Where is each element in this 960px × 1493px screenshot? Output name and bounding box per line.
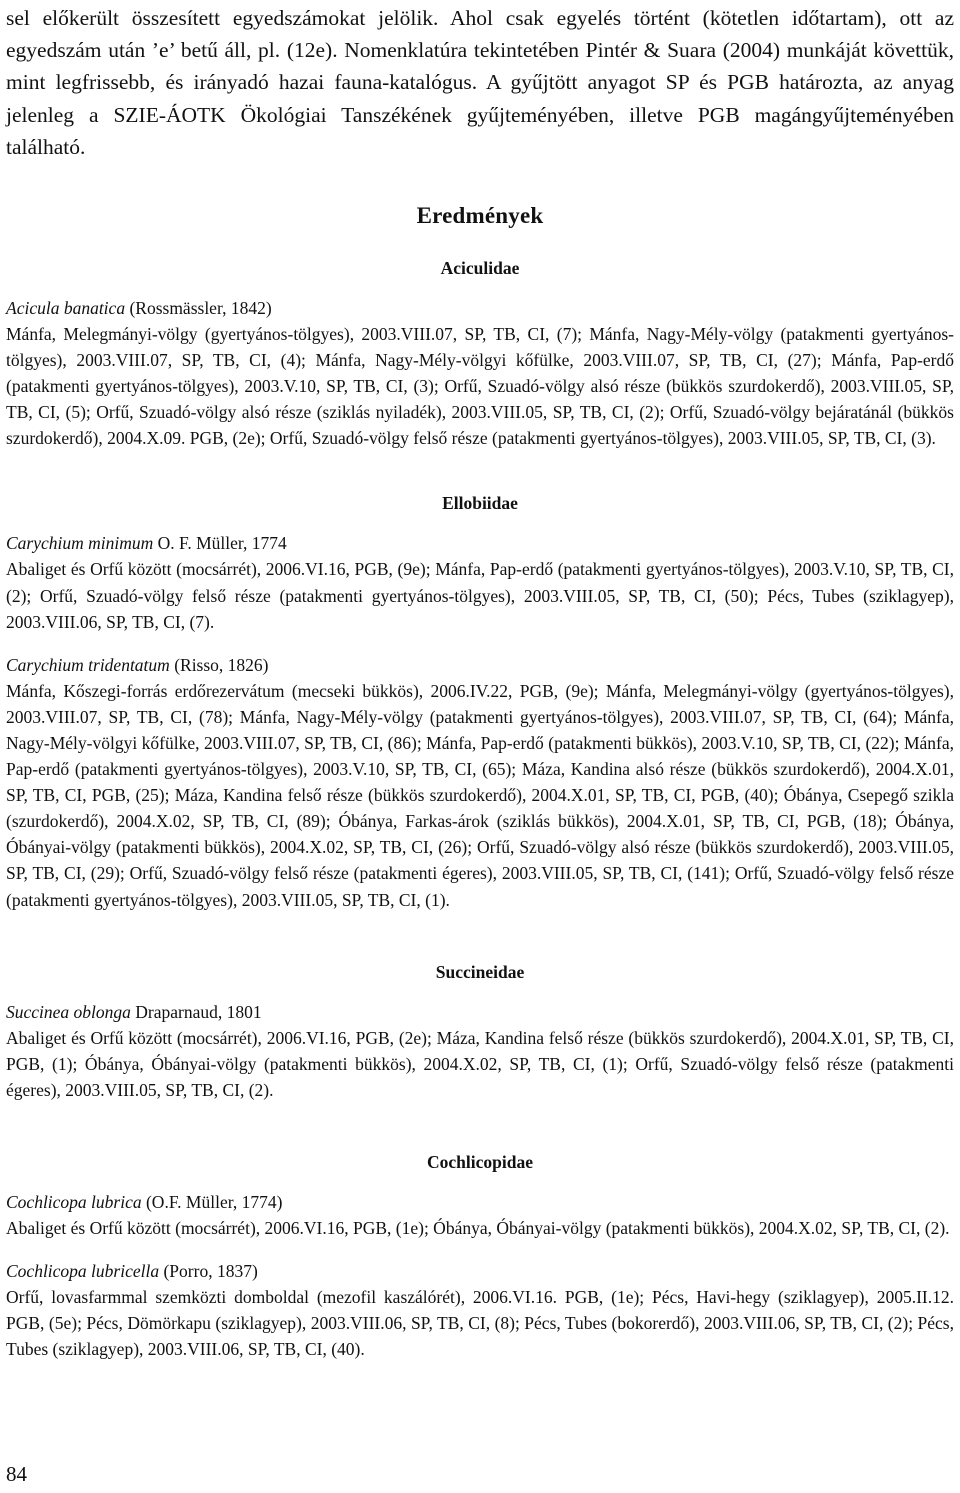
species-records: Abaliget és Orfű között (mocsárrét), 2006.VI.16, PGB, (2e); Máza, Kandina felső része (bükkös szurdokerdő), 2004.X.01, SP, TB, CI, PGB, (1); Óbánya, Óbányai-völgy (patakmenti bükkös), 2004.X.02, SP, TB, CI, (1); Orfű, Szuadó-völgy felső része (patakmenti égeres), 2003.VIII.05, SP, TB, CI, (2).: [6, 1027, 954, 1100]
page-number: 84: [6, 1462, 27, 1486]
intro-paragraph: sel előkerült összesített egyedszámokat jelölik. Ahol csak egyelés történt (kötetlen időtartam), ott az egyedszám után ’e’ betű áll, pl. (12e). Nomenklatúra tekintetében Pintér & Suara (2004) munkáját követtük, mint legfrissebb, és irányadó hazai fauna-katalógus. A gyűjtött anyagot SP és PGB határozta, az anyag jelenleg a SZIE-ÁOTK Ökológiai Tanszékének gyűjteményében, illetve PGB magángyűjteményében található.: [6, 6, 954, 159]
species-name: Acicula banatica: [6, 298, 126, 319]
species-author: (Risso, 1826): [169, 654, 269, 675]
species-heading: [6, 652, 954, 678]
species-records: Abaliget és Orfű között (mocsárrét), 2006.VI.16, PGB, (1e); Óbánya, Óbányai-völgy (patakmenti bükkös), 2004.X.02, SP, TB, CI, (2).: [6, 1217, 950, 1238]
species-records: Mánfa, Kőszegi-forrás erdőrezervátum (mecseki bükkös), 2006.IV.22, PGB, (9e); Mánfa, Melegmányi-völgy (gyertyános-tölgyes), 2003.VIII.07, SP, TB, CI, (78); Mánfa, Nagy-Mély-völgy (patakmenti gyertyános-tölgyes), 2003.VIII.07, SP, TB, CI, (64); Mánfa, Nagy-Mély-völgyi kőfülke, 2003.VIII.07, SP, TB, CI, (86); Mánfa, Pap-erdő (patakmenti bükkös), 2003.V.10, SP, TB, CI, (22); Mánfa, Pap-erdő (patakmenti gyertyános-tölgyes), 2003.V.10, SP, TB, CI, (65); Máza, Kandina alsó része (bükkös szurdokerdő), 2004.X.01, SP, TB, CI, PGB, (25); Máza, Kandina felső része (bükkös szurdokerdő), 2004.X.01, SP, TB, CI, PGB, (40); Óbánya, Csepegő szikla (szurdokerdő), 2004.X.02, SP, TB, CI, (89); Óbánya, Farkas-árok (sziklás bükkös), 2004.X.01, SP, TB, CI, PGB, (18); Óbánya, Óbányai-völgy (patakmenti bükkös), 2004.X.02, SP, TB, CI, (26); Orfű, Szuadó-völgy alsó része (bükkös szurdokerdő), 2003.VIII.05, SP, TB, CI, (29); Orfű, Szuadó-völgy felső része (patakmenti égeres), 2003.VIII.05, SP, TB, CI, (141); Orfű, Szuadó-völgy felső része (patakmenti gyertyános-tölgyes), 2003.VIII.05, SP, TB, CI, (1).: [6, 680, 954, 910]
species-heading: [6, 1258, 954, 1284]
species-name: Succinea oblonga: [6, 1001, 131, 1022]
family-heading-ellobiidae: Ellobiidae: [442, 493, 518, 514]
species-records: Mánfa, Melegmányi-völgy (gyertyános-tölgyes), 2003.VIII.07, SP, TB, CI, (7); Mánfa, Nagy-Mély-völgy (patakmenti gyertyános-tölgyes), 2003.VIII.07, SP, TB, CI, (4); Mánfa, Nagy-Mély-völgyi kőfülke, 2003.VIII.07, SP, TB, CI, (27); Mánfa, Pap-erdő (patakmenti gyertyános-tölgyes), 2003.V.10, SP, TB, CI, (3); Orfű, Szuadó-völgy alsó része (bükkös szurdokerdő), 2003.VIII.05, SP, TB, CI, (5); Orfű, Szuadó-völgy alsó része (sziklás nyiladék), 2003.VIII.05, SP, TB, CI, (2); Orfű, Szuadó-völgy bejáratánál (bükkös szurdokerdő), 2004.X.09. PGB, (2e); Orfű, Szuadó-völgy felső része (patakmenti gyertyános-tölgyes), 2003.VIII.05, SP, TB, CI, (3).: [6, 324, 954, 449]
species-heading: [6, 1189, 954, 1215]
family-heading-cochlicopidae: Cochlicopidae: [427, 1151, 533, 1172]
species-author: Draparnaud, 1801: [130, 1001, 262, 1022]
species-author: (Porro, 1837): [159, 1260, 258, 1281]
family-heading-aciculidae: Aciculidae: [440, 258, 520, 279]
family-heading-succineidae: Succineidae: [435, 961, 525, 982]
species-name: Carychium minimum: [6, 533, 154, 554]
species-heading: [6, 295, 954, 321]
species-heading: [6, 999, 954, 1025]
section-title: Eredmények: [416, 203, 544, 229]
species-author: (Rossmässler, 1842): [125, 298, 272, 319]
species-name: Cochlicopa lubrica: [6, 1191, 142, 1212]
species-author: O. F. Müller, 1774: [153, 533, 287, 554]
species-records: Abaliget és Orfű között (mocsárrét), 2006.VI.16, PGB, (9e); Mánfa, Pap-erdő (patakmenti gyertyános-tölgyes), 2003.V.10, SP, TB, CI, (2); Orfű, Szuadó-völgy felső része (patakmenti gyertyános-tölgyes), 2003.VIII.05, SP, TB, CI, (50); Pécs, Tubes (sziklagyep), 2003.VIII.06, SP, TB, CI, (7).: [6, 559, 954, 632]
document-page: [6, 0, 954, 1362]
species-name: Carychium tridentatum: [6, 654, 170, 675]
species-records: Orfű, lovasfarmmal szemközti domboldal (mezofil kaszálórét), 2006.VI.16. PGB, (1e); Pécs, Havi-hegy (sziklagyep), 2005.II.12. PGB, (5e); Pécs, Dömörkapu (sziklagyep), 2003.VIII.06, SP, TB, CI, (8); Pécs, Tubes (bokorerdő), 2003.VIII.06, SP, TB, CI, (2); Pécs, Tubes (sziklagyep), 2003.VIII.06, SP, TB, CI, (40).: [6, 1286, 954, 1360]
species-name: Cochlicopa lubricella: [6, 1260, 160, 1281]
species-heading: [6, 530, 954, 556]
species-author: (O.F. Müller, 1774): [141, 1191, 283, 1212]
